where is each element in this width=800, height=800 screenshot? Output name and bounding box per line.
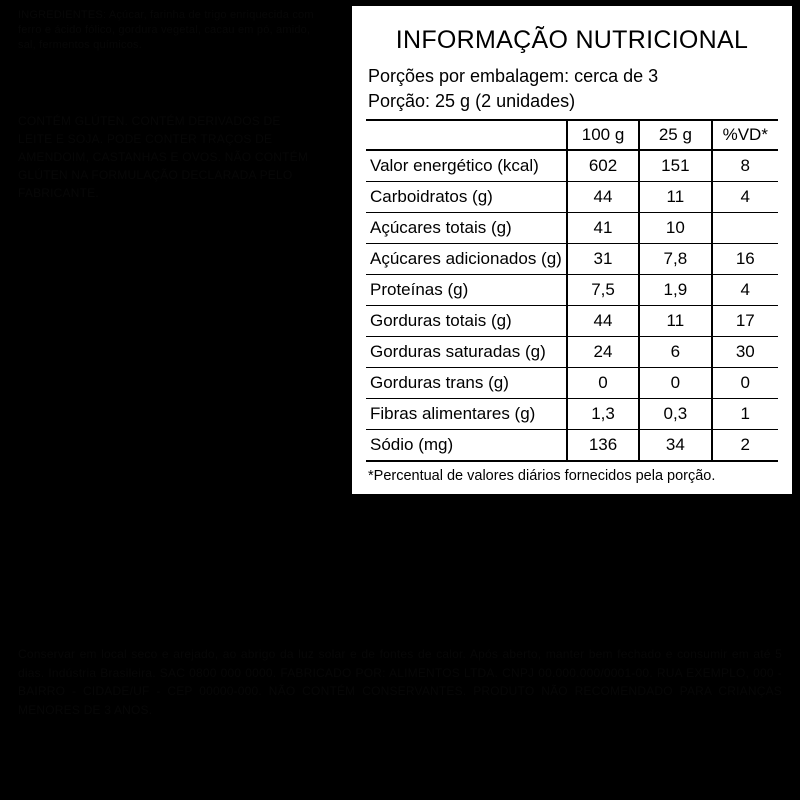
row-label: Gorduras totais (g)	[366, 306, 567, 337]
row-label: Carboidratos (g)	[366, 182, 567, 213]
row-value-vd	[712, 213, 778, 244]
nutrition-footnote: *Percentual de valores diários fornecidos pela porção.	[368, 468, 716, 485]
row-value-vd: 1	[712, 399, 778, 430]
row-value-vd: 4	[712, 275, 778, 306]
row-value-100g: 41	[567, 213, 639, 244]
table-row	[366, 337, 778, 368]
allergen-warning-text: CONTÉM GLÚTEN. CONTÉM DERIVADOS DE LEITE E SOJA. PODE CONTER TRAÇOS DE AMENDOIM, CASTANHAS E OVOS. NÃO CONTÉM GLÚTEN NA FORMULAÇÃO DECLARADA PELO FABRICANTE.	[18, 114, 312, 200]
row-value-vd: 16	[712, 244, 778, 275]
servings-per-package: Porções por embalagem: cerca de 3	[368, 66, 659, 86]
nutrition-title: INFORMAÇÃO NUTRICIONAL	[395, 26, 749, 54]
row-label: Gorduras saturadas (g)	[366, 337, 567, 368]
table-row	[366, 150, 778, 182]
column-header-portion: 25 g	[639, 120, 711, 150]
serving-size: Porção: 25 g (2 unidades)	[368, 91, 576, 112]
table-row	[366, 306, 778, 337]
row-value-100g: 7,5	[567, 275, 639, 306]
row-label: Fibras alimentares (g)	[366, 399, 567, 430]
manufacturer-info-text: Conservar em local seco e arejado, ao abrigo da luz solar e de fontes de calor. Após aberto, manter bem fechado e consumir em até 5 dias. Indústria Brasileira. SAC 0800 000 0000. FABRICADO POR: ALIMENTOS LTDA. CNPJ 00.000.000/0001-00. RUA EXEMPLO, 000 - BAIRRO - CIDADE/UF - CEP 00000-000. NÃO CONTÉM CONSERVANTES. PRODUTO NÃO RECOMENDADO PARA CRIANÇAS MENORES DE 3 ANOS.	[18, 647, 786, 717]
row-value-100g: 24	[567, 337, 639, 368]
row-value-portion: 1,9	[639, 275, 711, 306]
row-value-100g: 136	[567, 430, 639, 462]
row-value-100g: 31	[567, 244, 639, 275]
row-value-vd: 0	[712, 368, 778, 399]
row-value-100g: 44	[567, 182, 639, 213]
row-label: Sódio (mg)	[366, 430, 567, 462]
row-value-vd: 30	[712, 337, 778, 368]
table-header-row	[366, 120, 778, 150]
table-row	[366, 213, 778, 244]
row-value-100g: 1,3	[567, 399, 639, 430]
nutrition-facts-panel	[352, 6, 792, 494]
ingredients-text: INGREDIENTES: Açúcar, farinha de trigo enriquecida com ferro e ácido fólico, gordura vegetal, cacau em pó, amido, sal, fermentos químicos.	[18, 9, 317, 51]
row-value-vd: 17	[712, 306, 778, 337]
row-value-portion: 0	[639, 368, 711, 399]
column-header-nutrient	[366, 120, 567, 150]
row-value-portion: 11	[639, 306, 711, 337]
row-value-portion: 6	[639, 337, 711, 368]
table-row	[366, 399, 778, 430]
row-value-100g: 602	[567, 150, 639, 182]
row-value-vd: 8	[712, 150, 778, 182]
row-value-portion: 0,3	[639, 399, 711, 430]
row-label: Açúcares adicionados (g)	[366, 244, 567, 275]
column-header-vd: %VD*	[712, 120, 778, 150]
row-label: Açúcares totais (g)	[366, 213, 567, 244]
table-row	[366, 368, 778, 399]
row-value-portion: 34	[639, 430, 711, 462]
row-value-100g: 44	[567, 306, 639, 337]
nutrition-table	[366, 119, 778, 462]
row-value-100g: 0	[567, 368, 639, 399]
row-value-portion: 11	[639, 182, 711, 213]
row-value-portion: 7,8	[639, 244, 711, 275]
column-header-100g: 100 g	[567, 120, 639, 150]
table-row	[366, 275, 778, 306]
row-value-portion: 10	[639, 213, 711, 244]
table-row	[366, 430, 778, 462]
row-label: Proteínas (g)	[366, 275, 567, 306]
table-row	[366, 244, 778, 275]
row-value-portion: 151	[639, 150, 711, 182]
row-value-vd: 2	[712, 430, 778, 462]
row-label: Gorduras trans (g)	[366, 368, 567, 399]
table-row	[366, 182, 778, 213]
row-label: Valor energético (kcal)	[366, 150, 567, 182]
row-value-vd: 4	[712, 182, 778, 213]
